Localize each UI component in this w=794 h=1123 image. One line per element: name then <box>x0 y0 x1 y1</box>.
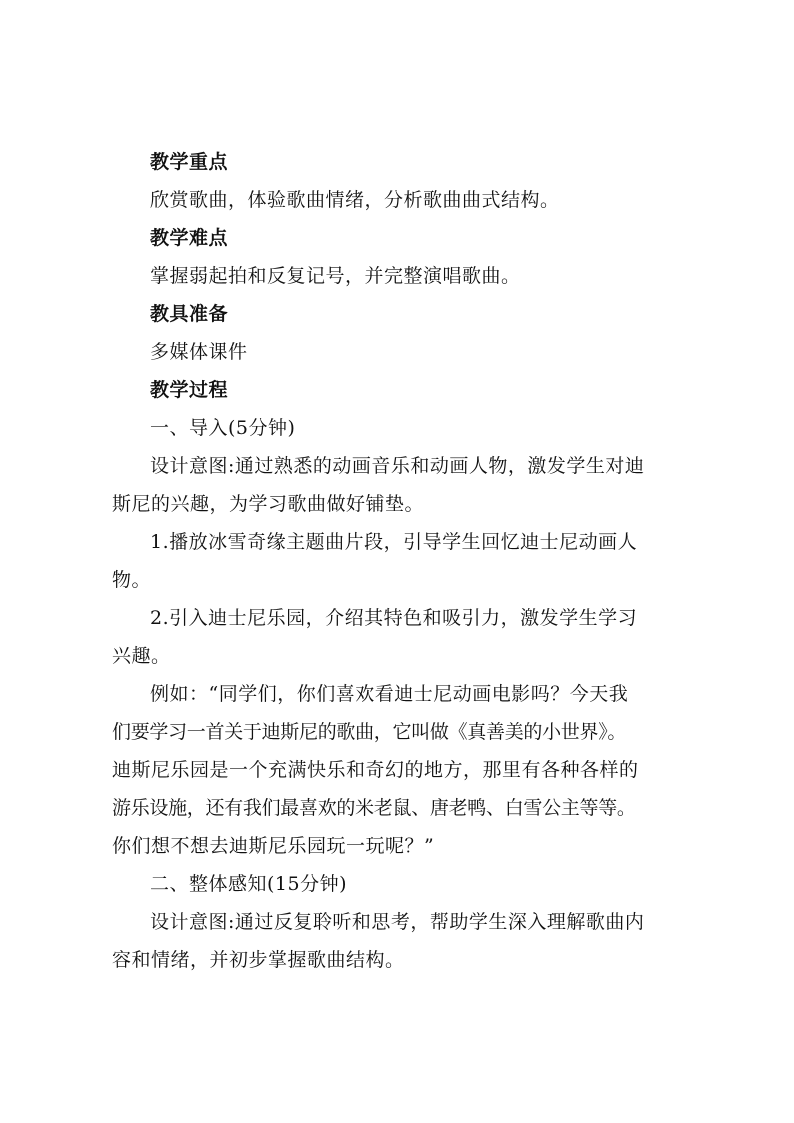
paragraph-difficulty-text: 掌握弱起拍和反复记号，并完整演唱歌曲。 <box>150 265 521 287</box>
paragraph-focus-text: 欣赏歌曲，体验歌曲情绪，分析歌曲曲式结构。 <box>150 189 560 211</box>
list-item-2-line2: 兴趣。 <box>112 645 171 667</box>
section-intro-title: 一、导入(5分钟) <box>150 417 296 439</box>
paragraph-example-line1: 例如：“同学们，你们喜欢看迪士尼动画电影吗？今天我 <box>150 683 629 705</box>
heading-teaching-process: 教学过程 <box>150 379 229 401</box>
list-item-1-line1: 1.播放冰雪奇缘主题曲片段，引导学生回忆迪士尼动画人 <box>150 531 638 553</box>
paragraph-perception-intent-line1: 设计意图:通过反复聆听和思考，帮助学生深入理解歌曲内 <box>150 911 645 933</box>
paragraph-intro-intent-line2: 斯尼的兴趣，为学习歌曲做好铺垫。 <box>112 493 425 515</box>
section-perception-title: 二、整体感知(15分钟) <box>150 873 348 895</box>
list-item-1-line2: 物。 <box>112 569 152 591</box>
paragraph-intro-intent-line1: 设计意图:通过熟悉的动画音乐和动画人物，激发学生对迪 <box>150 455 645 477</box>
paragraph-example-line3: 迪斯尼乐园是一个充满快乐和奇幻的地方，那里有各种各样的 <box>112 759 639 781</box>
paragraph-example-line4: 游乐设施，还有我们最喜欢的米老鼠、唐老鸭、白雪公主等等。 <box>112 797 636 819</box>
heading-teaching-aids: 教具准备 <box>150 303 229 325</box>
paragraph-example-line2: 们要学习一首关于迪斯尼的歌曲，它叫做《真善美的小世界》。 <box>112 721 627 743</box>
paragraph-example-line5: 你们想不想去迪斯尼乐园玩一玩呢？” <box>112 835 435 857</box>
heading-teaching-difficulty: 教学难点 <box>150 227 229 249</box>
heading-teaching-focus: 教学重点 <box>150 151 229 173</box>
paragraph-aids-text: 多媒体课件 <box>150 341 248 363</box>
document-body <box>112 143 702 979</box>
paragraph-perception-intent-line2: 容和情绪，并初步掌握歌曲结构。 <box>112 949 405 971</box>
list-item-2-line1: 2.引入迪士尼乐园，介绍其特色和吸引力，激发学生学习 <box>150 607 638 629</box>
